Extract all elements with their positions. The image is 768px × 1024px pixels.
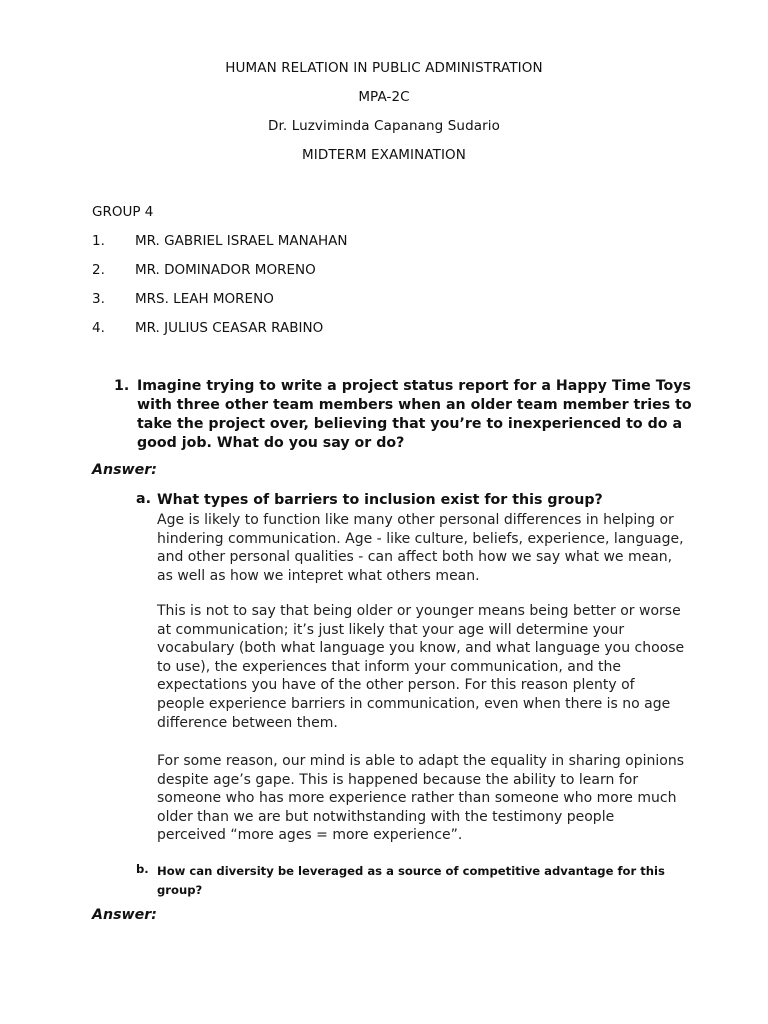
group-title: GROUP 4 [92,204,154,220]
member-name: MR. JULIUS CEASAR RABINO [135,320,324,336]
member-name: MRS. LEAH MORENO [135,291,274,307]
answer-paragraph: Age is likely to function like many other personal differences in helping or hindering communication. Age - like culture, beliefs, experience, language, and other personal qualities - can affect both how we say what we mean, as well as how we intepret what others mean. [157,512,684,584]
member-number: 1. [92,233,105,249]
member-number: 2. [92,262,105,278]
answer-paragraph: This is not to say that being older or younger means being better or worse at communication; it’s just likely that your age will determine your vocabulary (both what language you know, and what language you choose to use), the experiences that inform your communication, and the expectations you have of the other person. For this reason plenty of people experience barriers in communication, even when there is no age difference between them. [157,603,685,731]
answer-label: Answer: [92,907,157,923]
answer-label: Answer: [92,462,157,478]
sub-question-a [136,491,696,510]
member-name: MR. DOMINADOR MORENO [135,262,316,278]
member-number: 3. [92,291,105,307]
question-text: Imagine trying to write a project status report for a Happy Time Toys with three other team members when an older team member tries to take the project over, believing that you’re to inexperienced to do a good job. What do you say or do? [137,378,692,451]
exam-title: MIDTERM EXAMINATION [302,147,466,163]
member-name: MR. GABRIEL ISRAEL MANAHAN [135,233,348,249]
sub-question-letter: b. [136,862,149,876]
answer-paragraph: For some reason, our mind is able to adapt the equality in sharing opinions despite age’s gape. This is happened because the ability to learn for someone who has more experience rather than someone who more much older than we are but notwithstanding with the testimony people perceived “more ages = more experience”. [157,753,685,844]
program-code: MPA-2C [358,89,410,105]
sub-question-text: What types of barriers to inclusion exist for this group? [157,492,603,508]
course-title: HUMAN RELATION IN PUBLIC ADMINISTRATION [225,60,543,76]
sub-question-b [136,862,696,900]
sub-question-text: How can diversity be leveraged as a source of competitive advantage for this group? [157,864,665,897]
member-number: 4. [92,320,105,336]
question-number: 1. [114,378,130,394]
sub-question-letter: a. [136,491,151,507]
question-1 [114,377,694,453]
professor-name: Dr. Luzviminda Capanang Sudario [268,118,500,134]
